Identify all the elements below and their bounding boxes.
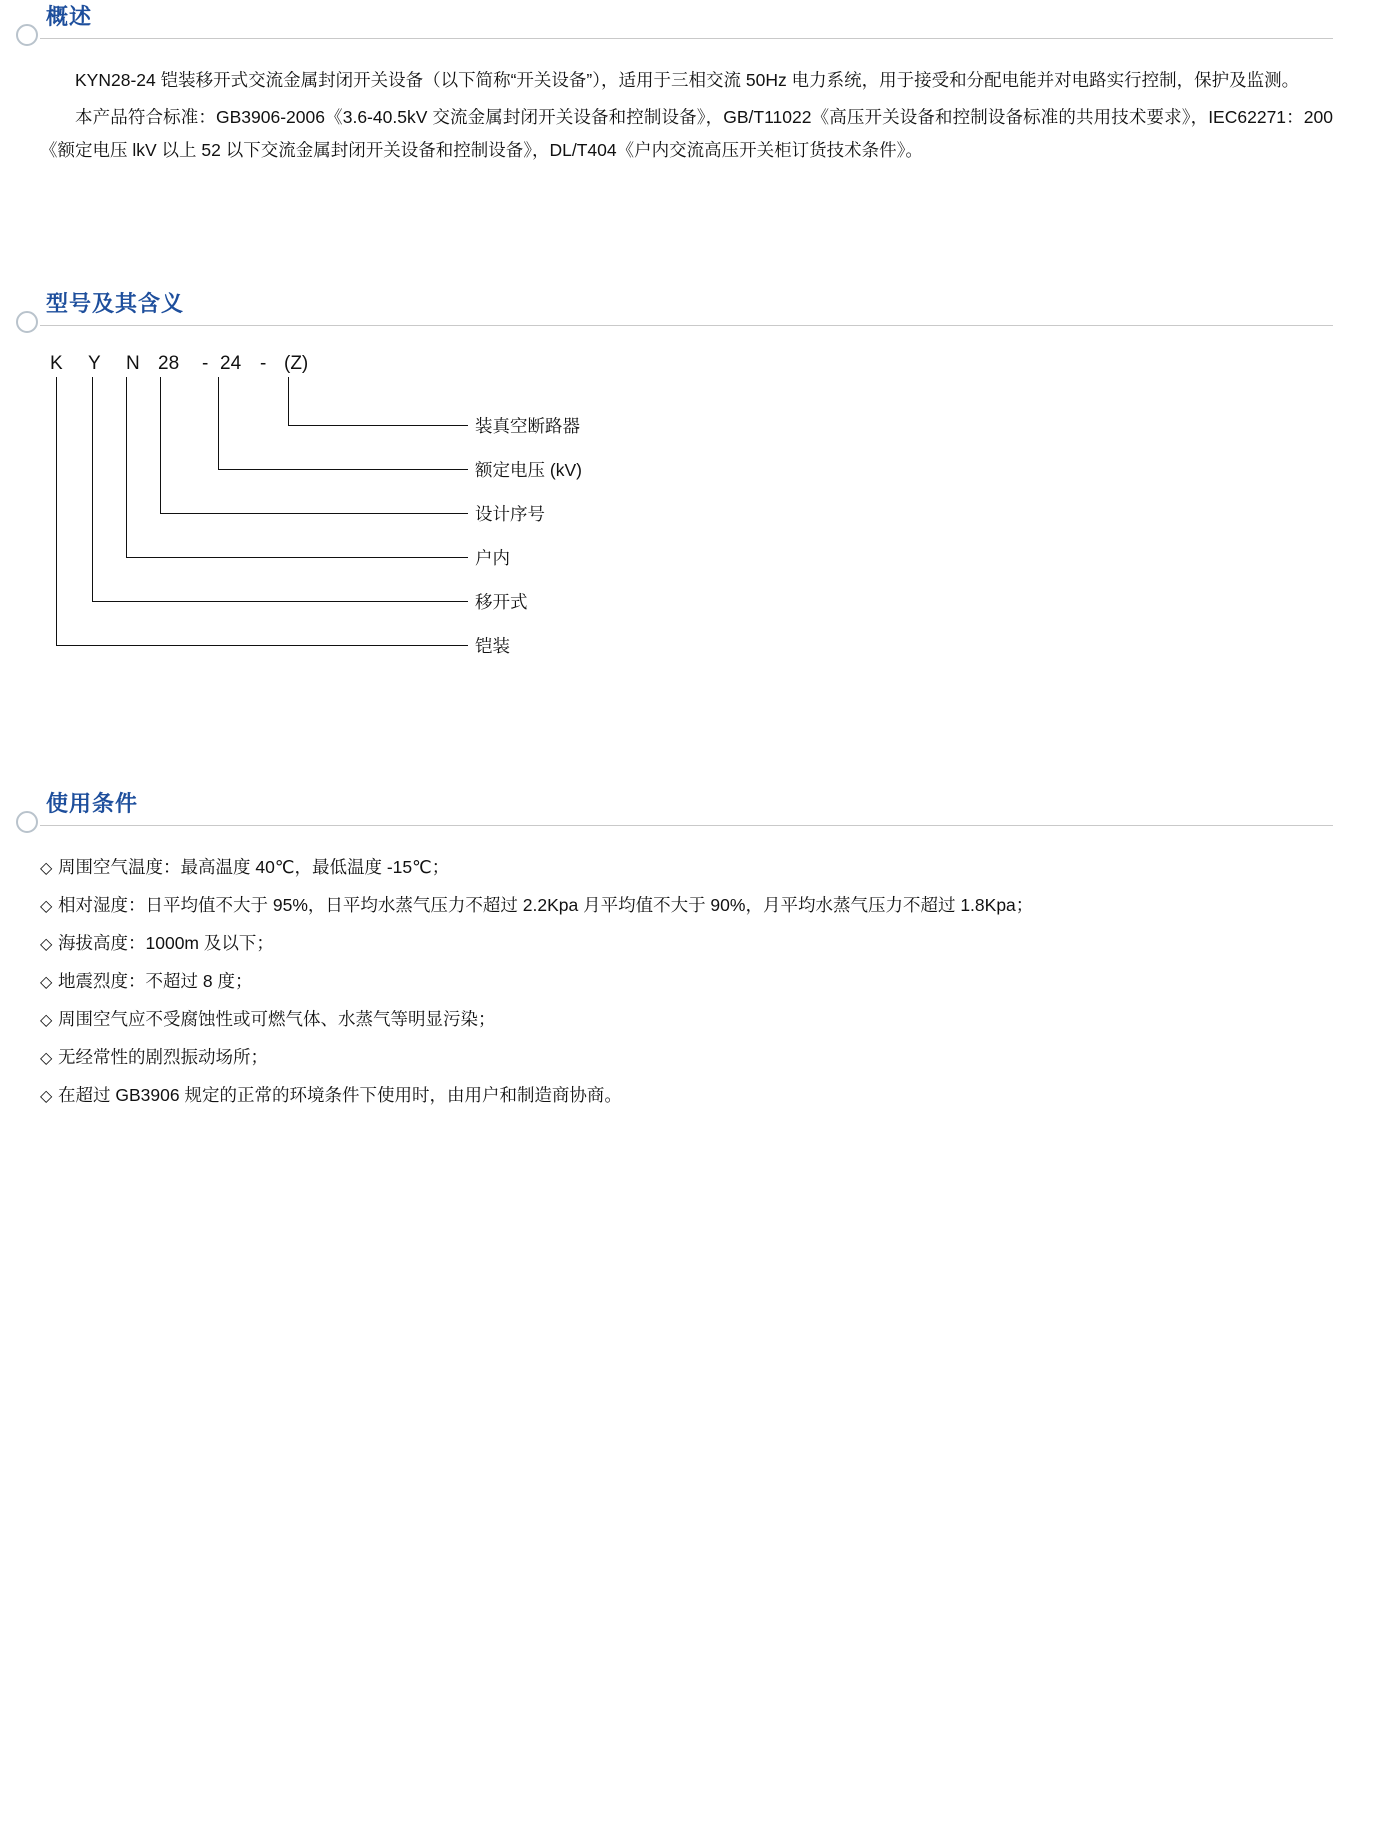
model-label-5: 移开式 xyxy=(475,592,528,612)
diamond-bullet-icon: ◇ xyxy=(40,974,53,991)
leader-line-horizontal-2 xyxy=(218,469,468,470)
model-label-2: 额定电压 (kV) xyxy=(475,460,582,480)
model-code-char-4: 28 xyxy=(158,353,180,374)
leader-line-vertical-4 xyxy=(126,377,127,557)
leader-line-horizontal-3 xyxy=(160,513,468,514)
section-conditions xyxy=(40,787,1333,1115)
list-item-text: 周围空气温度：最高温度 40℃，最低温度 -15℃； xyxy=(58,857,450,877)
list-item-text: 海拔高度：1000m 及以下； xyxy=(58,933,274,953)
ring-marker-icon xyxy=(16,311,38,333)
diamond-bullet-icon: ◇ xyxy=(40,1012,53,1029)
model-designation-diagram xyxy=(40,347,1333,677)
list-item-text: 相对湿度：日平均值不大于 95%，日平均水蒸气压力不超过 2.2Kpa 月平均值不大于 90%，月平均水蒸气压力不超过 1.8Kpa； xyxy=(58,895,1034,915)
spacer xyxy=(40,677,1333,787)
diamond-bullet-icon: ◇ xyxy=(40,936,53,953)
model-label-6: 铠装 xyxy=(475,636,510,656)
section-model-title: 型号及其含义 xyxy=(46,291,185,316)
section-conditions-title: 使用条件 xyxy=(46,791,139,816)
section-model-header xyxy=(40,287,1333,331)
leader-line-vertical-1 xyxy=(288,377,289,425)
leader-line-vertical-5 xyxy=(92,377,93,601)
model-code-char-1: K xyxy=(50,353,63,374)
model-code-char-7: - xyxy=(260,353,267,374)
divider xyxy=(40,825,1333,826)
section-overview xyxy=(40,0,1333,167)
list-item-text: 地震烈度：不超过 8 度； xyxy=(58,971,253,991)
leader-line-vertical-6 xyxy=(56,377,57,645)
section-overview-title: 概述 xyxy=(46,4,93,29)
list-item-text: 无经常性的剧烈振动场所； xyxy=(58,1047,268,1067)
divider xyxy=(40,38,1333,39)
spacer xyxy=(40,167,1333,287)
section-conditions-header xyxy=(40,787,1333,831)
overview-paragraph-2: 本产品符合标准：GB3906-2006《3.6-40.5kV 交流金属封闭开关设备和控制设备》，GB/T11022《高压开关设备和控制设备标准的共用技术要求》，IEC62271：200《额定电压 lkV 以上 52 以下交流金属封闭开关设备和控制设备》，DL/T404《户内交流高压开关柜订货技术条件》。 xyxy=(40,107,1333,160)
list-item xyxy=(40,849,1333,887)
conditions-list xyxy=(40,831,1333,1115)
overview-paragraph-1: KYN28-24 铠装移开式交流金属封闭开关设备（以下简称“开关设备”），适用于三相交流 50Hz 电力系统，用于接受和分配电能并对电路实行控制，保护及监测。 xyxy=(75,70,1300,90)
list-item-text: 在超过 GB3906 规定的正常的环境条件下使用时，由用户和制造商协商。 xyxy=(58,1085,622,1105)
model-code-char-8: (Z) xyxy=(284,353,309,374)
list-item xyxy=(40,1001,1333,1039)
diamond-bullet-icon: ◇ xyxy=(40,860,53,877)
list-item xyxy=(40,1039,1333,1077)
ring-marker-icon xyxy=(16,811,38,833)
list-item xyxy=(40,963,1333,1001)
list-item-text: 周围空气应不受腐蚀性或可燃气体、水蒸气等明显污染； xyxy=(58,1009,496,1029)
diamond-bullet-icon: ◇ xyxy=(40,1050,53,1067)
leader-line-horizontal-4 xyxy=(126,557,468,558)
model-label-4: 户内 xyxy=(475,548,510,568)
section-model xyxy=(40,287,1333,677)
model-label-3: 设计序号 xyxy=(475,504,545,524)
leader-line-horizontal-1 xyxy=(288,425,468,426)
model-code-char-2: Y xyxy=(88,353,101,374)
model-label-1: 装真空断路器 xyxy=(475,416,580,436)
leader-line-vertical-3 xyxy=(160,377,161,513)
leader-line-horizontal-5 xyxy=(92,601,468,602)
divider xyxy=(40,325,1333,326)
diamond-bullet-icon: ◇ xyxy=(40,898,53,915)
list-item xyxy=(40,925,1333,963)
model-code-char-3: N xyxy=(126,353,140,374)
section-overview-header xyxy=(40,0,1333,44)
diamond-bullet-icon: ◇ xyxy=(40,1088,53,1105)
section-overview-body xyxy=(40,44,1333,167)
list-item xyxy=(40,887,1333,925)
leader-line-vertical-2 xyxy=(218,377,219,469)
model-code-char-6: 24 xyxy=(220,353,242,374)
ring-marker-icon xyxy=(16,24,38,46)
model-code-char-5: - xyxy=(202,353,209,374)
leader-line-horizontal-6 xyxy=(56,645,468,646)
list-item xyxy=(40,1077,1333,1115)
